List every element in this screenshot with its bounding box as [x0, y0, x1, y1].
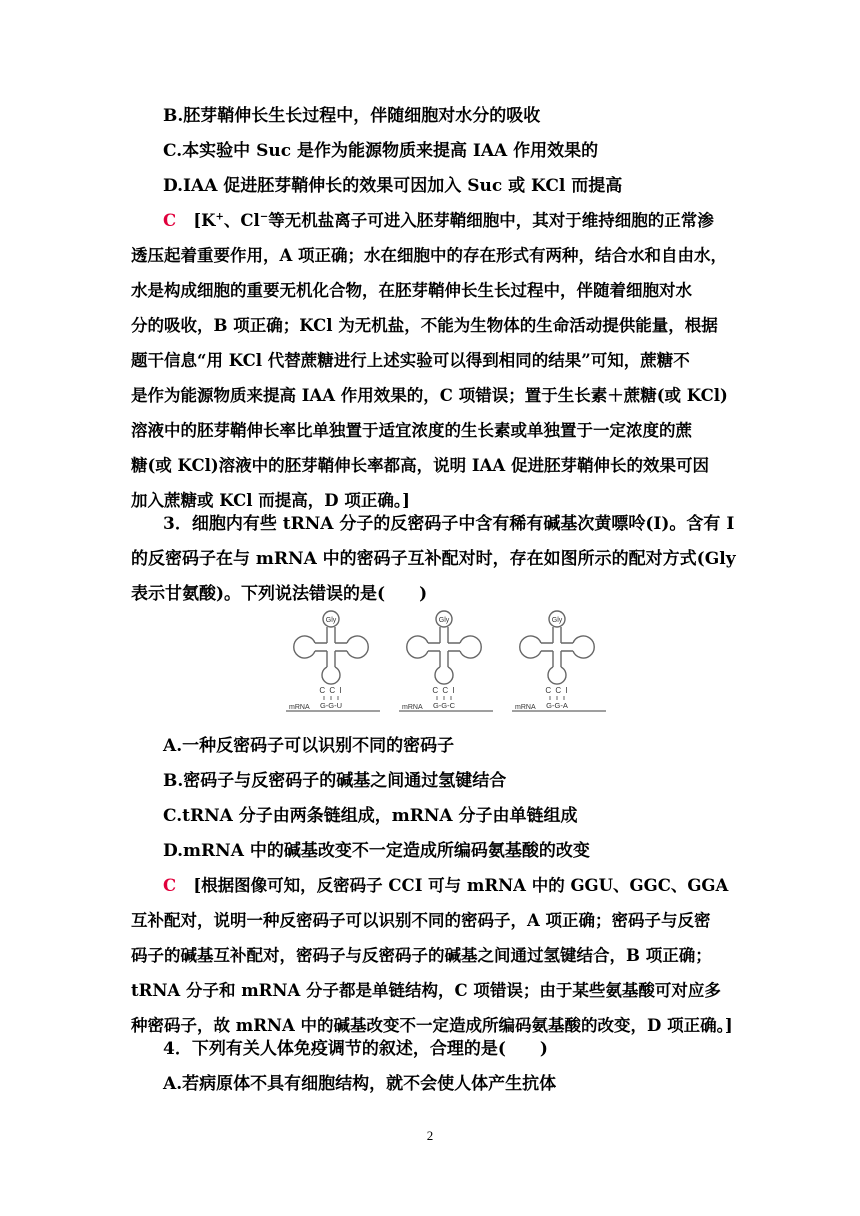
- q3-stem-line-1: 3．细胞内有些 tRNA 分子的反密码子中含有稀有碱基次黄嘌呤(I)。含有 I: [163, 514, 735, 534]
- q2-option-c: C.本实验中 Suc 是作为能源物质来提高 IAA 作用效果的: [163, 141, 599, 161]
- q3-answer-line-5: 种密码子，故 mRNA 中的碱基改变不一定造成所编码氨基酸的改变，D 项正确。]: [131, 1016, 733, 1035]
- right-arm: [335, 643, 347, 651]
- q2-answer-line-9: 加入蔗糖或 KCl 而提高，D 项正确。]: [131, 491, 410, 510]
- q3-stem-line-3: 表示甘氨酸)。下列说法错误的是( ): [131, 584, 428, 604]
- left-arm: [428, 643, 440, 651]
- q3-option-c: C.tRNA 分子由两条链组成，mRNA 分子由单链组成: [163, 806, 578, 826]
- codon-label: G-G-C: [432, 701, 456, 710]
- page-number: 2: [426, 1128, 434, 1143]
- mrna-label: mRNA: [515, 704, 536, 711]
- q2-answer-letter: C: [163, 211, 177, 230]
- q2-option-b: B.胚芽鞘伸长生长过程中，伴随细胞对水分的吸收: [163, 106, 541, 126]
- anticodon-stem: [440, 651, 448, 667]
- superscript-minus: −: [259, 211, 269, 223]
- q3-answer-line-2: 互补配对，说明一种反密码子可以识别不同的密码子，A 项正确；密码子与反密: [131, 911, 711, 930]
- q2-answer-text-post: 等无机盐离子可进入胚芽鞘细胞中，其对于维持细胞的正常渗: [268, 211, 714, 230]
- base-pair-ticks: [324, 696, 338, 700]
- right-loop: [347, 636, 368, 658]
- left-arm: [315, 643, 327, 651]
- q3-option-d: D.mRNA 中的碱基改变不一定造成所编码氨基酸的改变: [163, 841, 590, 861]
- q3-option-a: A.一种反密码子可以识别不同的密码子: [163, 736, 455, 756]
- left-loop: [520, 636, 541, 658]
- trna-diagram-3: [512, 611, 606, 711]
- base-pair-ticks: [437, 696, 451, 700]
- anticodon-loop: [322, 667, 340, 684]
- right-loop: [573, 636, 594, 658]
- amino-acid-label: Gly: [551, 617, 563, 624]
- q2-answer-text-mid: 、Cl: [223, 211, 260, 230]
- codon-label: G-G-A: [546, 701, 568, 710]
- codon-label: G-G-U: [319, 701, 343, 710]
- base-pair-ticks: [550, 696, 564, 700]
- amino-acid-label: Gly: [325, 617, 337, 624]
- q2-answer-line-8: 糖(或 KCl)溶液中的胚芽鞘伸长率都高，说明 IAA 促进胚芽鞘伸长的效果可因: [131, 456, 709, 475]
- q2-answer-line-4: 分的吸收，B 项正确；KCl 为无机盐，不能为生物体的生命活动提供能量，根据: [131, 316, 718, 335]
- q3-answer-line-3: 码子的碱基互补配对，密码子与反密码子的碱基之间通过氢键结合，B 项正确；: [131, 946, 712, 965]
- anticodon-stem: [327, 651, 335, 667]
- q3-option-b: B.密码子与反密码子的碱基之间通过氢键结合: [163, 771, 507, 791]
- anticodon-loop: [435, 667, 453, 684]
- right-arm: [561, 643, 573, 651]
- acceptor-stem: [553, 627, 561, 643]
- trna-diagram-1: [286, 611, 380, 711]
- mrna-label: mRNA: [289, 704, 310, 711]
- q2-answer-line-5: 题干信息“用 KCl 代替蔗糖进行上述实验可以得到相同的结果”可知，蔗糖不: [131, 351, 690, 370]
- q4-stem: 4．下列有关人体免疫调节的叙述，合理的是( ): [163, 1039, 548, 1059]
- q2-answer-line-6: 是作为能源物质来提高 IAA 作用效果的，C 项错误；置于生长素＋蔗糖(或 KCl): [131, 386, 728, 405]
- anticodon-loop: [548, 667, 566, 684]
- mrna-label: mRNA: [402, 704, 423, 711]
- right-loop: [460, 636, 481, 658]
- trna-diagram-2: [399, 611, 493, 711]
- q3-answer-letter: C: [163, 876, 177, 895]
- left-loop: [407, 636, 428, 658]
- q2-answer-line-7: 溶液中的胚芽鞘伸长率比单独置于适宜浓度的生长素或单独置于一定浓度的蔗: [131, 421, 692, 440]
- q3-answer-text-1: [根据图像可知，反密码子 CCI 可与 mRNA 中的 GGU、GGC、GGA: [193, 876, 729, 895]
- left-arm: [541, 643, 553, 651]
- q2-answer-text-pre: [K: [193, 211, 216, 230]
- anticodon-stem: [553, 651, 561, 667]
- q3-answer-line-1: [163, 874, 728, 898]
- acceptor-stem: [440, 627, 448, 643]
- anticodon-label: C C I: [319, 686, 343, 695]
- amino-acid-label: Gly: [438, 617, 450, 624]
- q2-answer-line-1: [163, 209, 714, 233]
- q4-option-a: A.若病原体不具有细胞结构，就不会使人体产生抗体: [163, 1074, 557, 1094]
- q2-option-d: D.IAA 促进胚芽鞘伸长的效果可因加入 Suc 或 KCl 而提高: [163, 176, 623, 196]
- right-arm: [448, 643, 460, 651]
- trna-pairing-figure: [286, 610, 616, 722]
- q3-stem-line-2: 的反密码子在与 mRNA 中的密码子互补配对时，存在如图所示的配对方式(Gly: [131, 549, 736, 569]
- q2-answer-line-2: 透压起着重要作用，A 项正确；水在细胞中的存在形式有两种，结合水和自由水，: [131, 246, 728, 265]
- acceptor-stem: [327, 627, 335, 643]
- anticodon-label: C C I: [432, 686, 456, 695]
- left-loop: [294, 636, 315, 658]
- q3-answer-line-4: tRNA 分子和 mRNA 分子都是单链结构，C 项错误；由于某些氨基酸可对应多: [131, 981, 721, 1000]
- anticodon-label: C C I: [545, 686, 569, 695]
- q2-answer-line-3: 水是构成细胞的重要无机化合物，在胚芽鞘伸长生长过程中，伴随着细胞对水: [131, 281, 692, 300]
- superscript-plus: +: [215, 211, 224, 223]
